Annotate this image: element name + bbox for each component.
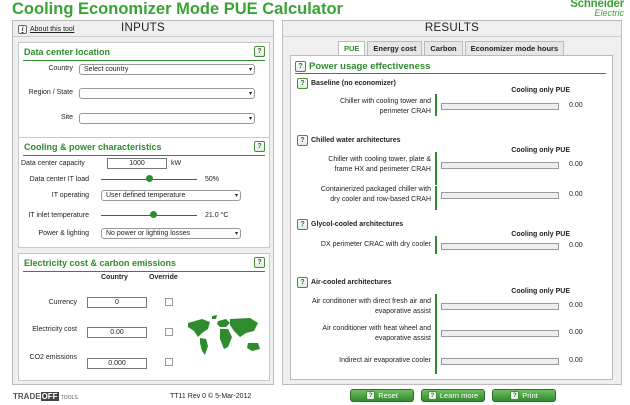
col-head: Cooling only PUE (511, 87, 570, 94)
results-tabs (338, 41, 564, 55)
results-panel (282, 20, 622, 385)
capacity-label: Data center capacity (21, 160, 85, 167)
help-icon[interactable]: ? (297, 219, 308, 230)
brand-off: OFF (41, 392, 58, 401)
pue-content (290, 55, 613, 380)
pue-section-title (295, 61, 430, 72)
group-glycol (297, 219, 403, 230)
logo-line1: Schneider (570, 0, 624, 10)
site-label: Site (60, 114, 73, 121)
help-icon[interactable]: ? (297, 135, 308, 146)
cost-label: Electricity cost (32, 326, 77, 333)
country-value: Select country (84, 66, 129, 73)
power-lighting-select[interactable] (101, 228, 241, 239)
inlet-temp-label: IT inlet temperature (28, 212, 89, 219)
help-icon[interactable]: ? (254, 141, 265, 152)
co2-input[interactable]: 0.000 (87, 358, 147, 369)
group-chilled-water (297, 135, 400, 146)
tab-economizer-hours[interactable]: Economizer mode hours (465, 41, 565, 55)
schneider-logo (570, 0, 624, 18)
pue-value: 0.00 (569, 302, 583, 309)
pue-value: 0.00 (569, 102, 583, 109)
help-icon: ? (510, 391, 519, 400)
section-divider (23, 60, 265, 61)
print-label: Print (522, 391, 538, 400)
row-label: Chiller with cooling tower and perimeter CRAH (339, 98, 431, 115)
tradeoff-tools-logo (13, 392, 78, 401)
footer (0, 388, 630, 405)
help-icon[interactable]: ? (254, 46, 265, 57)
electricity-section (18, 253, 270, 381)
currency-override-checkbox[interactable] (165, 298, 173, 306)
tab-energy-cost[interactable]: Energy cost (367, 41, 422, 55)
row-marker (435, 236, 437, 254)
pue-value: 0.00 (569, 161, 583, 168)
pue-bar (441, 243, 559, 250)
country-label: Country (48, 65, 73, 72)
it-load-slider[interactable] (101, 174, 197, 184)
cooling-section (18, 137, 270, 248)
help-icon[interactable]: ? (297, 277, 308, 288)
row-marker (435, 186, 437, 210)
inputs-panel (12, 20, 274, 385)
col-head: Cooling only PUE (511, 288, 570, 295)
it-operating-select[interactable] (101, 190, 241, 201)
location-title: Data center location (24, 47, 111, 57)
pue-bar (441, 192, 559, 199)
help-icon: ? (428, 391, 437, 400)
col-head: Cooling only PUE (511, 231, 570, 238)
group-title: Air-cooled architectures (311, 279, 392, 286)
world-map-image (184, 313, 264, 359)
currency-label: Currency (48, 299, 77, 306)
app-title: Cooling Economizer Mode PUE Calculator (12, 0, 343, 18)
capacity-unit: kW (171, 160, 182, 167)
co2-label: CO2 emissions (29, 354, 77, 361)
pue-value: 0.00 (569, 357, 583, 364)
group-title: Chilled water architectures (311, 137, 401, 144)
chevron-down-icon: ▾ (234, 231, 238, 237)
learn-more-label: Learn more (439, 391, 479, 400)
it-operating-label: IT operating (51, 192, 89, 199)
pue-value: 0.00 (569, 242, 583, 249)
pue-bar (441, 162, 559, 169)
brand-trade: TRADE (13, 392, 41, 401)
row-label: Air conditioner with heat wheel and evaporative assist (322, 325, 431, 342)
currency-input[interactable]: 0 (87, 297, 147, 308)
results-title: RESULTS (424, 22, 480, 34)
pue-bar (441, 303, 559, 310)
row-label: DX perimeter CRAC with dry cooler (320, 241, 431, 248)
inputs-title: INPUTS (121, 22, 165, 34)
row-marker (435, 294, 437, 374)
row-marker (435, 94, 437, 116)
group-air-cooled (297, 277, 392, 288)
country-select[interactable] (79, 64, 255, 75)
row-label: Indirect air evaporative cooler (339, 357, 431, 364)
chevron-down-icon: ▾ (248, 116, 252, 122)
pue-bar (441, 330, 559, 337)
results-header (283, 21, 621, 37)
it-operating-value: User defined temperature (106, 192, 186, 199)
help-icon[interactable]: ? (295, 61, 306, 72)
row-label: Chiller with cooling tower, plate & frame HX and perimeter CRAH (328, 156, 431, 173)
group-title: Baseline (no economizer) (311, 80, 396, 87)
group-title: Glycol-cooled architectures (311, 221, 404, 228)
chevron-down-icon: ▾ (248, 67, 252, 73)
power-lighting-value: No power or lighting losses (106, 230, 191, 237)
info-icon: i (18, 25, 27, 34)
help-icon[interactable]: ? (297, 78, 308, 89)
slider-track (101, 215, 197, 216)
it-load-label: Data center IT load (29, 176, 89, 183)
row-marker (435, 152, 437, 185)
learn-more-button[interactable] (421, 389, 485, 402)
cost-override-checkbox[interactable] (165, 328, 173, 336)
reset-button[interactable] (350, 389, 414, 402)
help-icon[interactable]: ? (254, 257, 265, 268)
inlet-temp-slider[interactable] (101, 210, 197, 220)
revision-text: TT11 Rev 0 © 5-Mar-2012 (170, 393, 252, 400)
row-label: Air conditioner with direct fresh air and evaporative assist (311, 298, 431, 315)
section-divider (23, 271, 265, 272)
print-button[interactable] (492, 389, 556, 402)
group-baseline (297, 78, 396, 89)
slider-thumb[interactable] (146, 175, 153, 182)
site-select[interactable] (79, 113, 255, 124)
about-link-label: About this tool (30, 26, 75, 33)
cooling-title: Cooling & power characteristics (24, 142, 162, 152)
cost-input[interactable]: 0.00 (87, 327, 147, 338)
it-load-value: 50% (205, 176, 220, 183)
section-divider (23, 155, 265, 156)
chevron-down-icon: ▾ (234, 193, 238, 199)
power-lighting-label: Power & lighting (38, 230, 89, 237)
pue-bar (441, 103, 559, 110)
capacity-input[interactable]: 1000 (107, 158, 167, 169)
pue-title-text: Power usage effectiveness (309, 61, 431, 72)
tab-pue[interactable]: PUE (338, 41, 365, 55)
col-override: Override (149, 274, 178, 281)
chevron-down-icon: ▾ (248, 91, 252, 97)
brand-tools: TOOLS (60, 395, 78, 401)
reset-label: Reset (378, 391, 398, 400)
logo-line2: Electric (594, 8, 624, 18)
help-icon: ? (366, 391, 375, 400)
region-label: Region / State (28, 89, 73, 96)
col-country: Country (101, 274, 128, 281)
inlet-temp-value: 21.0 °C (205, 212, 229, 219)
pue-value: 0.00 (569, 329, 583, 336)
region-select[interactable] (79, 88, 255, 99)
slider-thumb[interactable] (150, 211, 157, 218)
tab-carbon[interactable]: Carbon (424, 41, 462, 55)
electricity-title: Electricity cost & carbon emissions (24, 258, 177, 268)
col-head: Cooling only PUE (511, 147, 570, 154)
section-divider (295, 73, 606, 74)
pue-value: 0.00 (569, 191, 583, 198)
row-label: Containerized packaged chiller with dry cooler and row-based CRAH (320, 186, 431, 203)
co2-override-checkbox[interactable] (165, 358, 173, 366)
inputs-header (13, 21, 273, 37)
pue-bar (441, 358, 559, 365)
